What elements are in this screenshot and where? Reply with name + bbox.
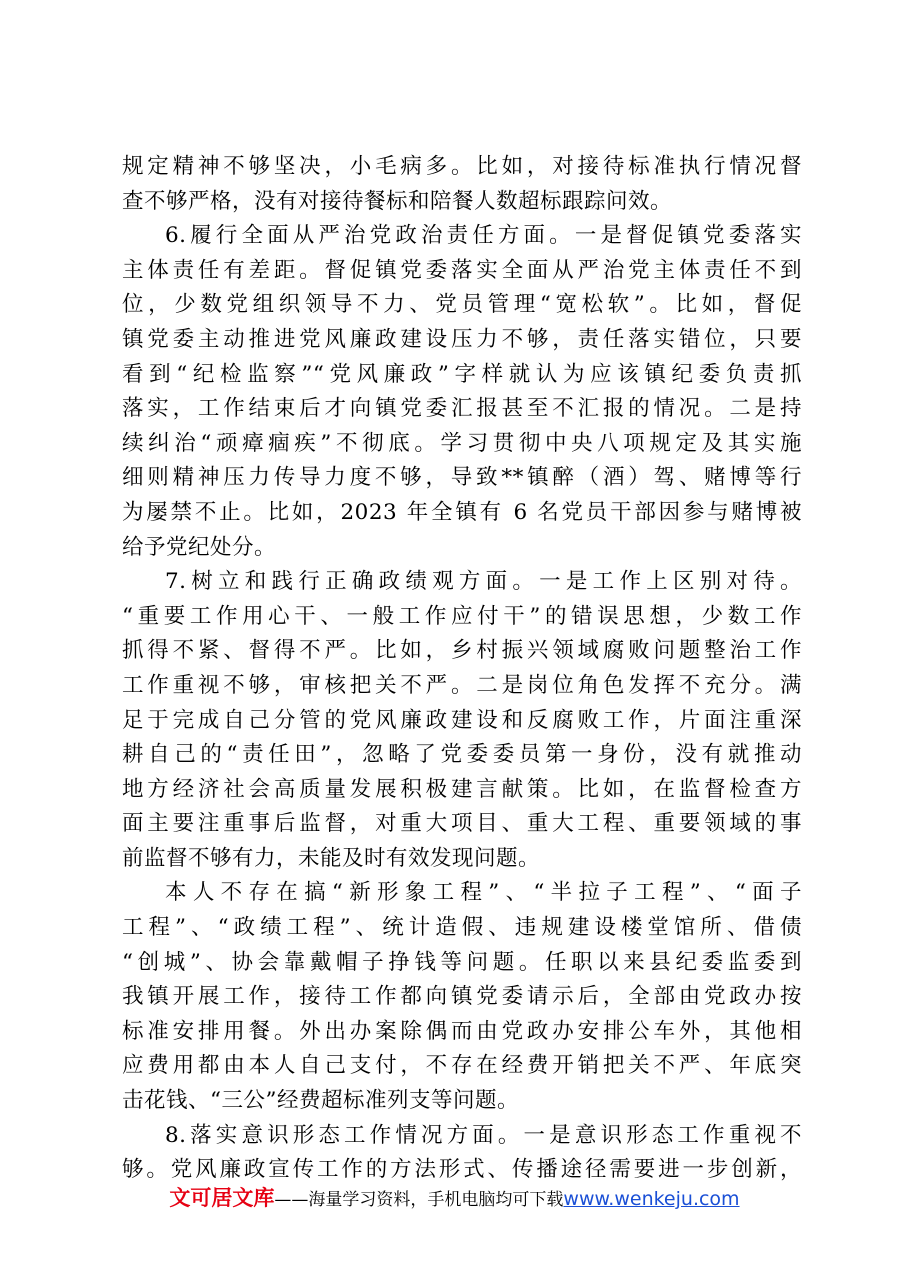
text-line: 为屡禁不止。比如，2023 年全镇有 6 名党员干部因参与赌博被	[122, 499, 802, 525]
text-line: 抓得不紧、督得不严。比如，乡村振兴领域腐败问题整治工作	[122, 638, 802, 664]
text-line: 耕自己的“责任田”，忽略了党委委员第一身份，没有就推动	[122, 742, 802, 768]
text-line: 规定精神不够坚决，小毛病多。比如，对接待标准执行情况督	[122, 154, 802, 179]
text-line: 击花钱、“三公”经费超标准列支等问题。	[122, 1088, 519, 1114]
footer-slogan: ——海量学习资料，手机电脑均可下载	[274, 1190, 564, 1210]
text-line: 前监督不够有力，未能及时有效发现问题。	[122, 845, 541, 871]
text-line: 主体责任有差距。督促镇党委落实全面从严治党主体责任不到	[122, 257, 802, 283]
document-body	[122, 150, 802, 1188]
text-line: 续纠治“顽瘴痼疾”不彻底。学习贯彻中央八项规定及其实施	[122, 430, 802, 456]
text-line: “创城”、协会靠戴帽子挣钱等问题。任职以来县纪委监委到	[122, 949, 802, 975]
text-line: 落实，工作结束后才向镇党委汇报甚至不汇报的情况。二是持	[122, 396, 802, 422]
text-line: 查不够严格，没有对接待餐标和陪餐人数超标跟踪问效。	[122, 188, 673, 214]
text-line: 面主要注重事后监督，对重大项目、重大工程、重要领域的事	[122, 811, 802, 837]
text-line: 标准安排用餐。外出办案除偶而由党政办安排公车外，其他相	[122, 1018, 802, 1044]
text-line: 给予党纪处分。	[122, 534, 277, 560]
text-line: 工程”、“政绩工程”、统计造假、违规建设楼堂馆所、借债	[122, 915, 802, 941]
text-line: 6.履行全面从严治党政治责任方面。一是督促镇党委落实	[165, 223, 802, 249]
footer-banner	[0, 1182, 909, 1212]
text-line: 我镇开展工作，接待工作都向镇党委请示后，全部由党政办按	[122, 984, 802, 1010]
text-line: 地方经济社会高质量发展积极建言献策。比如，在监督检查方	[122, 776, 802, 802]
text-line: 应费用都由本人自己支付，不存在经费开销把关不严、年底突	[122, 1053, 802, 1079]
text-line: 够。党风廉政宣传工作的方法形式、传播途径需要进一步创新，	[122, 1157, 802, 1183]
text-line: 位，少数党组织领导不力、党员管理“宽松软”。比如，督促	[122, 292, 802, 318]
footer-url-link[interactable]: www.wenkeju.com	[563, 1188, 740, 1210]
text-line: 工作重视不够，审核把关不严。二是岗位角色发挥不充分。满	[122, 672, 802, 698]
text-line: 8.落实意识形态工作情况方面。一是意识形态工作重视不	[165, 1122, 802, 1148]
text-line: 细则精神压力传导力度不够，导致**镇醉（酒）驾、赌博等行	[122, 465, 802, 491]
text-line: “重要工作用心干、一般工作应付干”的错误思想，少数工作	[122, 603, 802, 629]
text-line: 足于完成自己分管的党风廉政建设和反腐败工作，片面注重深	[122, 707, 802, 733]
text-line: 7.树立和践行正确政绩观方面。一是工作上区别对待。	[165, 569, 802, 595]
text-line: 看到“纪检监察”“党风廉政”字样就认为应该镇纪委负责抓	[122, 361, 802, 387]
text-line: 本人不存在搞“新形象工程”、“半拉子工程”、“面子	[165, 880, 802, 906]
text-line: 镇党委主动推进党风廉政建设压力不够，责任落实错位，只要	[122, 326, 802, 352]
footer-brand: 文可居文库	[169, 1186, 275, 1210]
